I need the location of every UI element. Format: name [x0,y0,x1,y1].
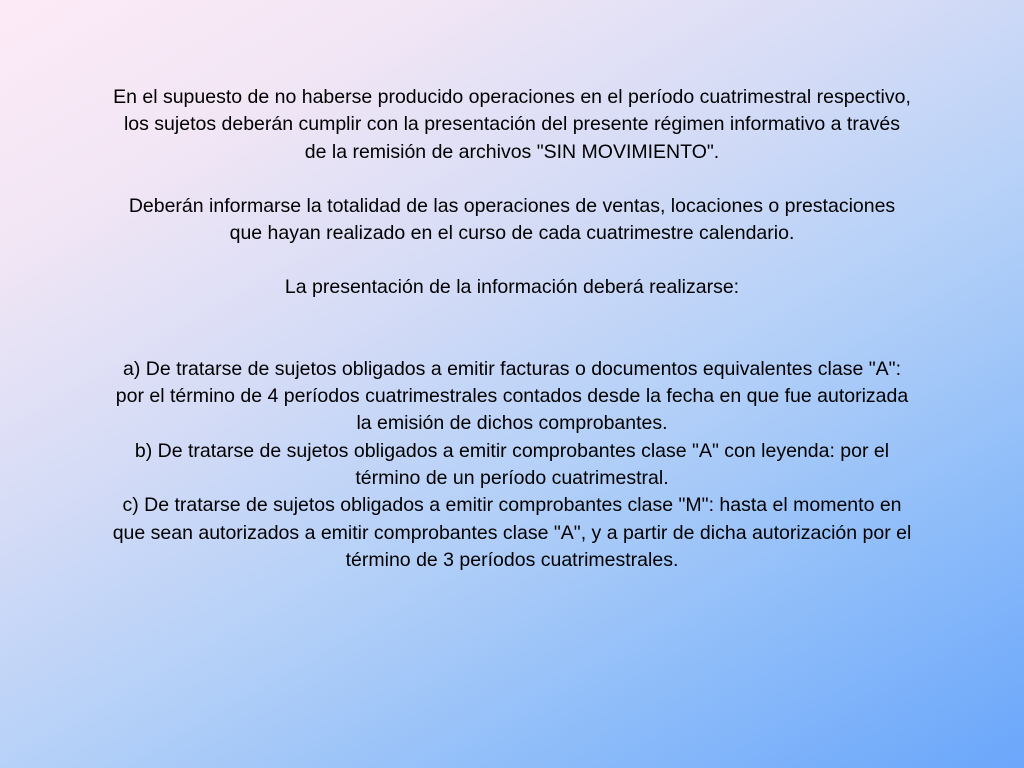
slide-text-body [112,84,912,574]
list-item-c: c) De tratarse de sujetos obligados a emitir comprobantes clase "M": hasta el momento en que sean autorizados a emitir comprobantes clase "A", y a partir de dicha autorización por el término de 3 períodos cuatrimestrales. [112,494,912,571]
paragraph-sin-movimiento: En el supuesto de no haberse producido operaciones en el período cuatrimestral respectivo, los sujetos deberán cumplir con la presentación del presente régimen informativo a través de la remisión de archivos "SIN MOVIMIENTO". [113,86,911,163]
spacer [112,166,912,193]
spacer [112,247,912,274]
paragraph-operaciones: Deberán informarse la totalidad de las operaciones de ventas, locaciones o prestaciones que hayan realizado en el curso de cada cuatrimestre calendario. [128,194,896,245]
item-list [112,356,912,574]
list-item-a: a) De tratarse de sujetos obligados a emitir facturas o documentos equivalentes clase "A": por el término de 4 períodos cuatrimestrales contados desde la fecha en que fue autorizada la emisión de dichos comprobantes. [115,357,909,435]
spacer [112,302,912,356]
paragraph-presentacion-heading: La presentación de la información deberá realizarse: [284,276,740,299]
list-item-b: b) De tratarse de sujetos obligados a emitir comprobantes clase "A" con leyenda: por el término de un período cuatrimestral. [134,439,890,489]
